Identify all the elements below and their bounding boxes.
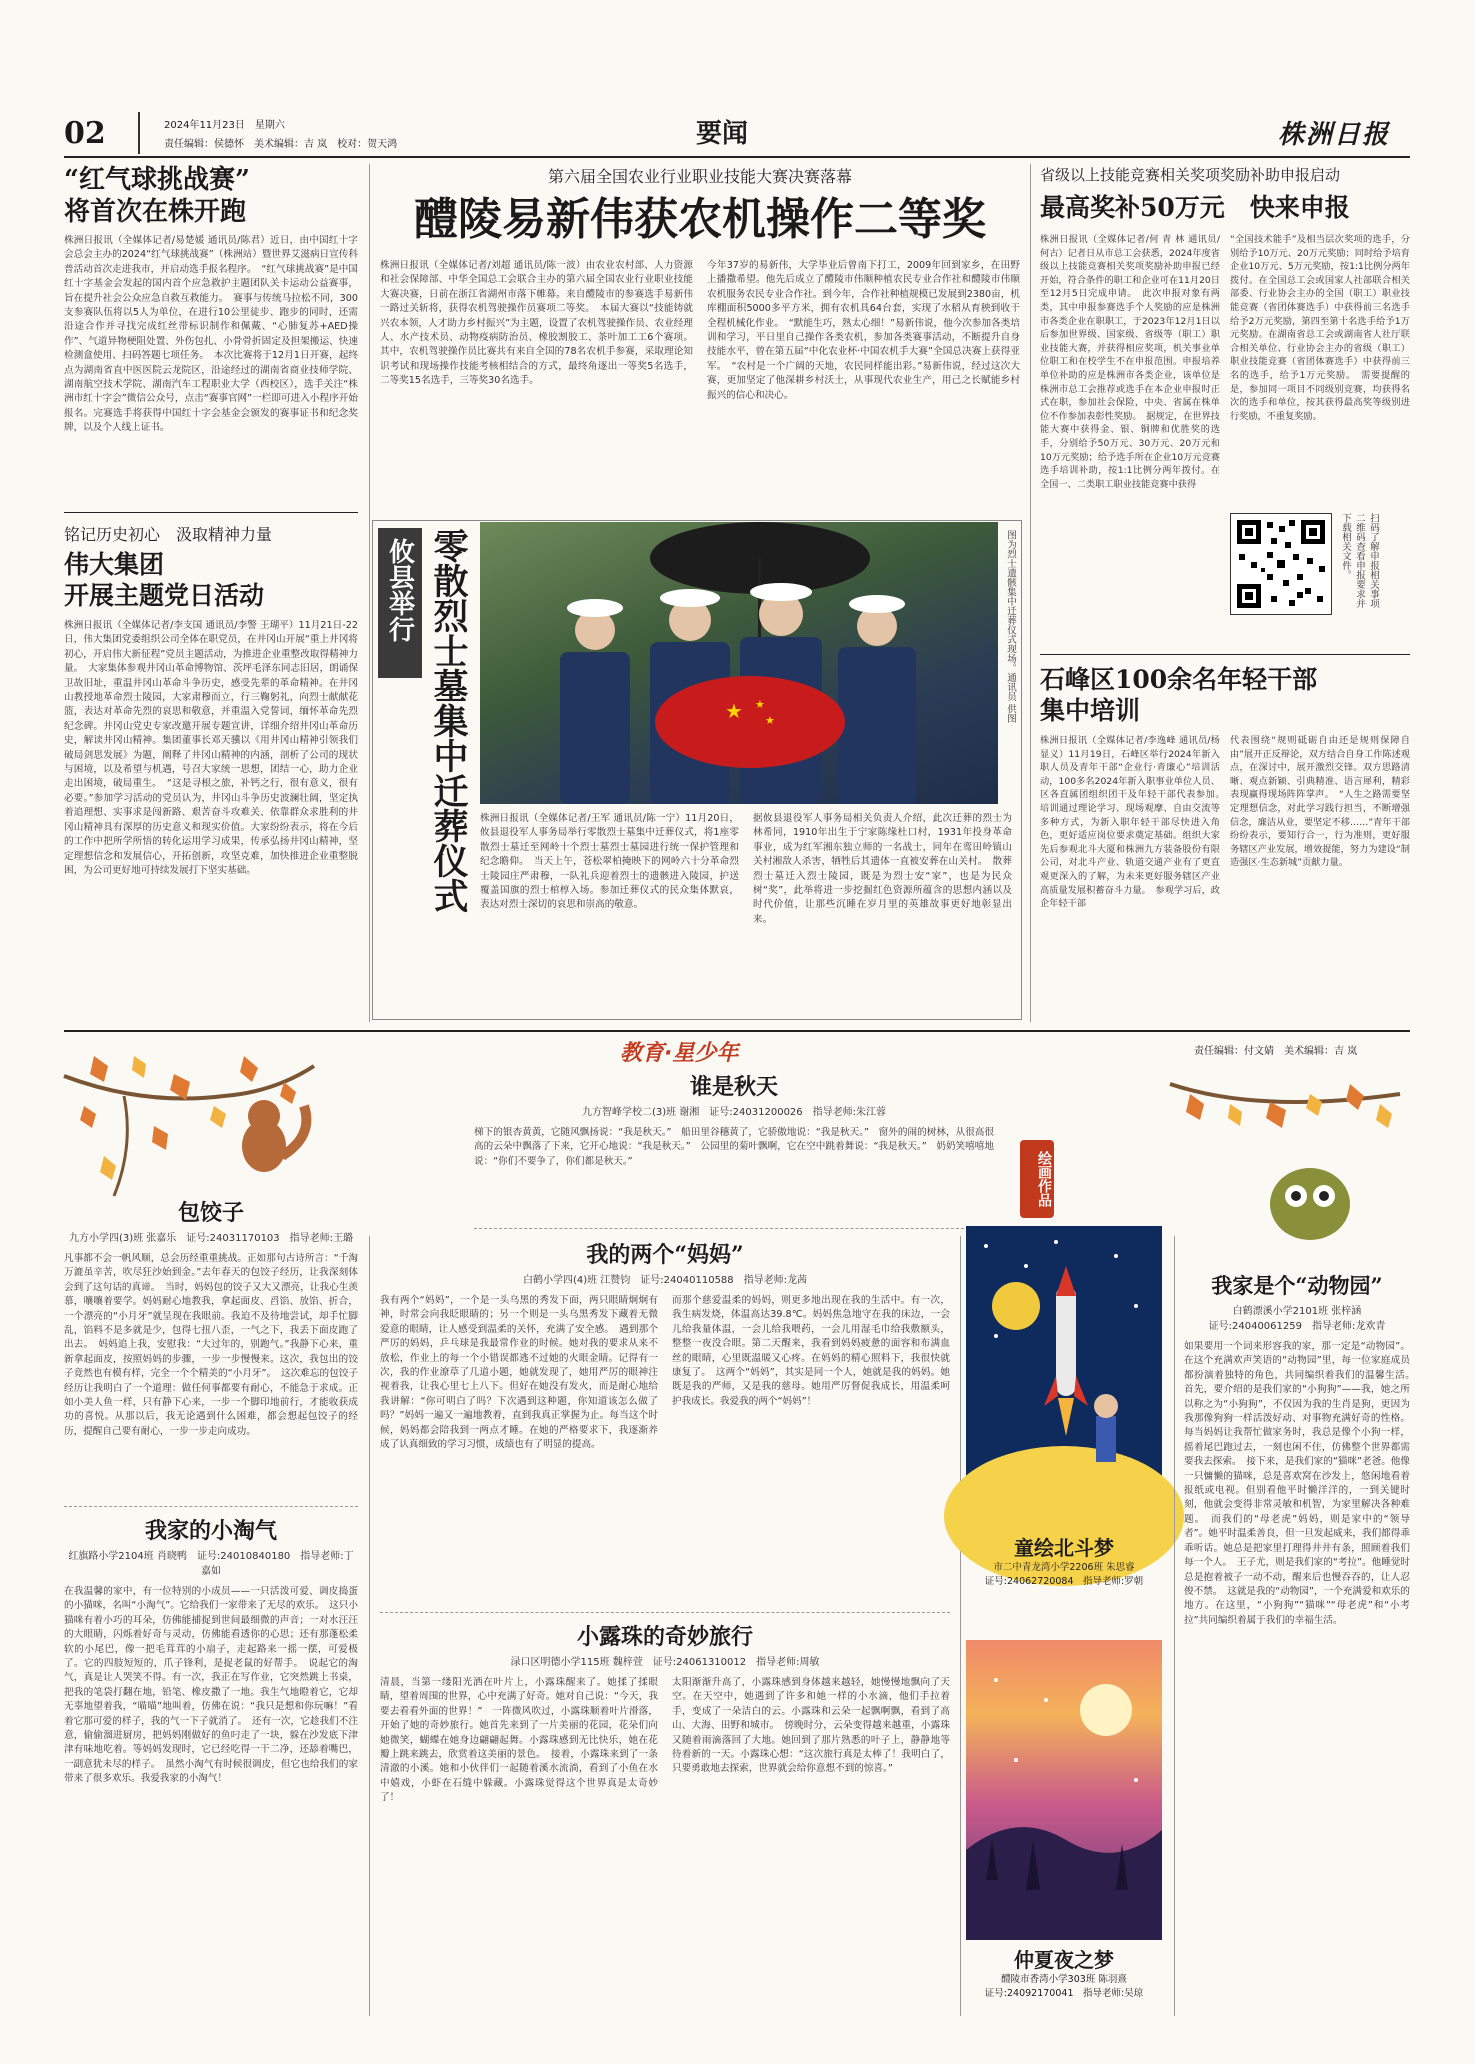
article-byline: 九方智峰学校二(3)班 谢湘 证号:24031200026 指导老师:朱江蓉	[581, 1107, 887, 1118]
edu-editors: 责任编辑：付文婧 美术编辑：吉 岚	[1194, 1046, 1358, 1057]
edu-divider	[474, 1228, 994, 1229]
edu-article-zoo	[1184, 1270, 1420, 2028]
dateline-badge	[378, 528, 422, 678]
article-body: 凡事都不会一帆风顺，总会历经重重挑战。正如那句古诗所言：“千淘万漉虽辛苦，吹尽狂沙始到金。”去年春天的包饺子经历，让我深刻体会到了这句话的真谛。 当时，妈妈包的饺子又大又漂亮，让我心生羡慕，嚷嚷着要学。妈妈耐心地教我，拿起面皮、舀馅、放馅、折合，一个漂亮的“小月牙”就呈现在我眼前。我迫不及待地尝试，却手忙脚乱，馅料不是多就是少，包得七扭八歪，一气之下，我丢下面皮跑了出去。 妈妈追上我，安慰我：“大过年的，别跑气。”我静下心来，重新拿起面皮，按照妈妈的步骤，一步一步慢慢来。这次，我包出的饺子竟然也有模有样，完全一个个精美的“小月牙”。 这次难忘的包饺子经历让我明白了一个道理：做任何事都要有耐心，不能急于求成。正如小美人鱼一样，只有静下心来，一步一个脚印地前行，才能收获成功的喜悦。从那以后，我无论遇到什么困难，都会想起包饺子的经历，提醒自己要有耐心，一步一步走向成功。	[64, 1253, 358, 1437]
beidou-painting	[966, 1226, 1162, 1526]
edu-article-dewdrop	[380, 1620, 950, 2006]
article-col2: 太阳渐渐升高了，小露珠感到身体越来越轻，她慢慢地飘向了天空。在天空中，她遇到了许多和她一样的小水滴，他们手拉着手，变成了一朵洁白的云。小露珠和云朵一起飘啊飘，看到了高山、大海、田野和城市。 傍晚时分，云朵变得越来越重，小露珠又随着雨滴落回了大地。她回到了那片熟悉的叶子上，静静地等待着新的一天。小露珠心想：“这次旅行真是太棒了！我明白了，只要勇敢地去探索，世界就会给你意想不到的惊喜。”	[672, 1677, 950, 1775]
svg-text:★: ★	[755, 698, 765, 711]
issue-date: 2024年11月23日 星期六	[164, 120, 285, 131]
article-byline: 红旗路小学2104班 肖晓鸭 证号:24010840180 指导老师:丁嘉如	[68, 1551, 354, 1577]
article-weida	[64, 522, 358, 1047]
article-col1: 株洲日报讯（全媒体记者/何 青 林 通讯员/何古）记者日从市总工会获悉，2024年度省级以上技能竞赛相关奖项奖励补助申报已经开始，符合条件的职工和企业可在11月20日至12月5日完成申请。 此次申报对象有两类，其中申报参赛选手个人奖励的应是株洲市各类企业在职职工，于2023年12月1日以后参加世界级、国家级、省级等（职工）职业技能大赛，并获得相应奖项，机关事业单位职工和在校学生不在申报范围。申报培养单位补助的应是株洲市各类企业，该单位是株洲市总工会推荐或选手在本企业申报时正式在职，参加社会保险，中央、省属在株单位不作参加表彰性奖励。 据规定，在世界技能大赛中获得金、银、铜牌和优胜奖的选手，分别给予50万元、30万元、20万元和10万元奖励；给予选手所在企业10万元竞赛选手培训补助，按1:1比例分两年拨付。在全国一、二类职工职业技能竞赛中获得	[1040, 234, 1220, 490]
article-youxian-body	[480, 812, 1012, 1010]
article-col2: 代表围绕“规则砥砺自由还是规则保障自由”展开正反辩论，双方结合自身工作陈述观点，在深讨中，展开激烈交锋。双方思路清晰、观点新颖、引典精准、语言犀利，精彩表现赢得现场阵阵掌声。 “人生之路需要坚定理想信念，对此学习践行担当，不断增强信念，廉洁从业，要坚定不移……”青年干部纷纷表示，要知行合一，行为准则，更好服务辖区产业发展，增效提能，努力为建设“制造强区·生态新城”贡献力量。	[1230, 735, 1410, 869]
edu-article-cat	[64, 1514, 358, 2055]
page-number	[64, 116, 106, 151]
article-title: 零散烈士墓集中迁葬仪式	[428, 528, 469, 913]
edu-article-dumplings	[64, 1196, 358, 1506]
page-number-text: 02	[64, 116, 106, 151]
article-kicker: 省级以上技能竞赛相关奖项奖励补助申报启动	[1040, 166, 1341, 184]
edu-divider	[380, 1612, 950, 1613]
article-title: 包饺子	[177, 1200, 244, 1226]
article-dateline: 攸县举行	[384, 538, 415, 642]
qr-pattern	[1231, 514, 1331, 614]
qr-code[interactable]	[1230, 513, 1332, 615]
article-liling	[380, 164, 1020, 437]
article-title: 小露珠的奇妙旅行	[576, 1624, 753, 1650]
drawing-title: 童绘北斗梦	[1014, 1536, 1114, 1560]
drawing-cert: 证号:24092170041 指导老师:吴琼	[984, 1988, 1144, 1999]
article-title: 将首次在株开跑	[64, 197, 247, 227]
edu-article-two-moms	[380, 1238, 950, 1596]
article-byline: 九方小学四(3)班 张嘉乐 证号:24031170103 指导老师:王璐	[68, 1233, 354, 1244]
article-title: 我的两个“妈妈”	[586, 1242, 744, 1268]
article-body: 梯下的银杏黄黄，它随风飘扬说：“我是秋天。” 船田里谷穗黄了，它骄傲地说：“我是秋天。” 窗外的闹的树林，从很高很高的云朵中飘落了下来，它开心地说：“我是秋天。” 公园里的菊叶飘啊，它在空中跳着舞说：“我是秋天。” 奶奶笑嘻嘻地说：“你们不要争了，你们都是秋天。”	[474, 1127, 994, 1167]
column-divider	[960, 1236, 961, 2016]
article-title: 石峰区100余名年轻干部	[1040, 665, 1318, 694]
svg-text:★: ★	[765, 714, 775, 727]
autumn-branch-right-icon	[1160, 1054, 1410, 1244]
page-editors: 责任编辑：侯德怀 美术编辑：吉 岚 校对：贺天鸿	[164, 139, 398, 150]
article-cert: 证号:24040061259 指导老师:龙欢青	[1208, 1321, 1386, 1332]
column-divider	[1174, 1236, 1175, 2016]
edu-top-rule	[64, 1030, 1410, 1032]
article-title: 谁是秋天	[689, 1074, 778, 1100]
svg-text:★: ★	[725, 699, 743, 723]
drawing-beidou	[966, 1226, 1162, 1526]
edu-logo: 教育·星少年	[620, 1041, 739, 1066]
column-divider	[369, 164, 370, 1022]
article-col1: 株洲日报讯（全媒体记者/李逸峰 通讯员/杨显义）11月19日，石峰区举行2024年新入职人员及青年干部“企业行·青廉心”培训活动，100多名2024年新入职事业单位人员、区各直属团组织团干及年轻干部代表参加。 培训通过理论学习、现场观摩、自由交流等多种方式，为新入职年轻干部尽快进入角色，更好适应岗位要求奠定基础。组织大家先后参观北斗大厦和株洲九方装备股份有限公司，对北斗产业、轨道交通产业有了更直观更深入的了解，为未来更好服务辖区产业高质量发展积蓄奋斗力量。 参观学习后，政企年轻干部	[1040, 735, 1230, 910]
section-title: 要闻	[696, 119, 749, 149]
drawing-badge: 绘画作品	[1020, 1140, 1054, 1218]
header-divider	[138, 112, 140, 154]
article-title-line2: 集中培训	[1040, 696, 1141, 725]
drawing-cert: 证号:24062720084 指导老师:罗朝	[984, 1576, 1144, 1587]
article-col1: 株洲日报讯（全媒体记者/刘超 通讯员/陈一波）由农业农村部、人力资源和社会保障部、中华全国总工会联合主办的第六届全国农业行业职业技能大赛决赛，日前在浙江省湖州市落下帷幕。来自醴陵市的参赛选手易新伟一路过关斩将，获得农机驾驶操作员赛项二等奖。 本届大赛以“技能铸就兴农本领，人才助力乡村振兴”为主题，设置了农机驾驶操作员、农业经理人、水产技术员、动物疫病防治员、橡胶割胶工、茶叶加工工6个赛项。其中，农机驾驶操作员比赛共有来自全国的78名农机手参赛，采取理论知识考试和现场操作技能考核相结合的方式，最终角逐出一等奖5名选手，二等奖15名选手，三等奖30名选手。	[380, 260, 693, 387]
drawing-title: 仲夏夜之梦	[1014, 1948, 1114, 1972]
article-red-balloon	[64, 164, 358, 524]
article-col2: 据攸县退役军人事务局相关负责人介绍，此次迁葬的烈士为林希同，1910年出生于宁家陈缘杜口村，1931年投身革命事业，成为红军湘东独立师的一名战士，同年在鸾田岭镇山关村湘敌人杀害，牺牲后其遗体一直被安葬在山关村。 散葬烈士墓迁入烈士陵园，既是为烈士安“家”，也是为民众树“奖”，此举将进一步挖掘红色资源所蕴含的思想内涵以及时代价值，让那些沉睡在岁月里的英雄故事更好地彰显出来。	[753, 813, 1012, 925]
article-title-line2: 开展主题党日活动	[64, 581, 265, 610]
article-kicker: “红气球挑战赛”	[64, 165, 250, 195]
section-rule	[1040, 654, 1410, 655]
article-byline: 白鹤小学四(4)班 江赞钧 证号:24040110588 指导老师:龙茜	[522, 1275, 808, 1286]
drawing-byline: 醴陵市香湾小学303班 陈羽熹	[1001, 1974, 1127, 1985]
header-rule	[64, 156, 1410, 158]
article-kicker: 第六届全国农业行业职业技能大赛决赛落幕	[547, 167, 852, 186]
soldiers-illustration	[480, 522, 998, 804]
drawing-summer-caption	[966, 1944, 1162, 2001]
article-col2: 而那个慈爱温柔的妈妈，则更多地出现在我的生活中。有一次，我生病发烧，体温高达39.8℃。妈妈焦急地守在我的床边，一会儿给我量体温，一会儿给我喂药，一会儿用湿毛巾给我敷额头，整整一夜没合眼。第二天醒来，我看到妈妈疲惫的面容和布满血丝的眼睛，心里既温暖又心疼。在妈妈的精心照料下，我很快就康复了。 这两个“妈妈”，其实是同一个人，她就是我的妈妈。她既是我的严师，又是我的慈母。她用严厉督促我成长，用温柔呵护我成长。我爱我的两个“妈妈”！	[672, 1295, 950, 1407]
article-kicker: 铭记历史初心 汲取精神力量	[64, 525, 273, 544]
column-divider	[1030, 164, 1031, 1022]
article-col1: 株洲日报讯（全媒体记者/王军 通讯员/陈一宁）11月20日，攸县退役军人事务局举行零散烈士墓集中迁葬仪式，将1座零散烈士墓迁至网岭十个烈士墓烈士墓园进行统一保护管理和纪念瞻仰。 当天上午，苍松翠柏掩映下的网岭六十分革命烈士陵园庄严肃穆，一队礼兵迎着烈士的遗骸进入陵园，护送覆盖国旗的烈士棺椁入场。参加迁葬仪式的民众集体默哀，表达对烈士深切的哀思和崇高的敬意。	[480, 813, 739, 911]
section-rule	[64, 512, 358, 513]
ceremony-photo	[480, 522, 998, 804]
article-shifeng	[1040, 664, 1410, 1008]
qr-caption: 扫码了解申报相关事项二维码查看申报要求并下载相关文件。	[1340, 513, 1379, 608]
masthead-logo: 株洲日报	[1278, 120, 1391, 150]
article-col1: 我有两个“妈妈”，一个是一头乌黑的秀发下面，两只眼睛炯炯有神，时常会向我眨眼睛的；另一个则是一头乌黑秀发下藏着无微爱意的眼睛，让人感受到温柔的关怀，充满了安全感。 遇到那个严厉的妈妈，乒乓球是我最常作业的时候。她对我的要求从来不放松，作业上的每一个小错误都逃不过她的火眼金睛。记得有一次，我的作业潦草了几道小题，她就发现了，她用严厉的眼神注视着我，让我心里七上八下。但好在她没有发火，而是耐心地给我讲解：“你可明白了吗？下次遇到这种题，你知道该怎么做了吗？”妈妈一遍又一遍地教着，直到我真正掌握为止。每当这个时候，妈妈都会陪我到一两点才睡。在她的严格要求下，我逐渐养成了认真细致的学习习惯，成绩也有了明显的提高。	[380, 1295, 658, 1451]
article-body: 株洲日报讯（全媒体记者/李支国 通讯员/李警 王瑚平）11月21日-22日，伟大集团党委组织公司全体在职党员，在井冈山开展“重上井冈将初心，开启伟大新征程”党员主题活动，为推进企业重整改取得精神力量。 大家集体参观井冈山革命博物馆、茨坪毛泽东同志旧居，朗诵保卫故旧址，重温井冈山革命斗争历史，感受先辈的革命精神。在井冈山教授地革命烈士陵园，大家肃穆而立，行三鞠躬礼，向烈士献献花篮，表达对革命先烈的哀思和敬意，并重温入党誓词，缅怀革命先烈纪念碑。井冈山党史专家改邀开展专题宣讲，详细介绍井冈山革命历史，解读井冈山精神。集团董事长邓天骥以《用井冈山精神引领我们破局剑思发展》为题，阐释了井冈山精神的内涵，剖析了公司的现状与困境，以及希望与机遇，号召大家统一思想，团结一心，助力企业走出困境，破局重生。 “这是寻根之旅，补钙之行，很有意义，很有必要。”参加学习活动的党员认为，井冈山斗争历史波澜壮阔，坚定执着追理想、实事求是闯新路、艰苦奋斗攻难关、依靠群众求胜利的井冈山精神具有深厚的历史意义和现实价值。大家纷纷表示，将在今后的工作中把所学所悟的转化运用学习成果，传承弘扬井冈山精神，坚定理想信念和发展信心，开拓创新，攻坚克难，加快推进企业重整脱困，为公司更好地可持续发展打下坚实基础。	[64, 620, 358, 876]
article-subsidy	[1040, 164, 1410, 641]
edu-article-autumn	[474, 1070, 994, 1228]
column-divider	[369, 1236, 370, 2016]
summer-night-painting	[966, 1640, 1162, 1940]
article-title: 我家是个“动物园”	[1211, 1273, 1383, 1298]
article-title: 我家的小淘气	[144, 1518, 277, 1544]
article-title: 伟大集团	[64, 550, 165, 579]
article-body: 在我温馨的家中，有一位特别的小成员——一只活泼可爱、调皮捣蛋的小猫咪，名叫“小淘气”。它给我们一家带来了无尽的欢乐。 这只小猫咪有着小巧的耳朵，仿佛能捕捉到世间最细微的声音；一对水汪汪的大眼睛，闪烁着好奇与灵动，仿佛能看透你的心思；还有那蓬松柔软的小尾巴，像一把毛茸茸的小扇子，走起路来一摇一摆，可爱极了。它的四肢短短的，爪子锋利，是捉老鼠的好帮手。 说起它的淘气，真是让人哭笑不得。有一次，我正在写作业，它突然跳上书桌，把我的笔袋打翻在地，铅笔、橡皮撒了一地。我生气地瞪着它，它却无辜地望着我，“喵喵”地叫着，仿佛在说：“我只是想和你玩嘛！”看着它那可爱的样子，我的气一下子就消了。 还有一次，它趁我们不注意，偷偷溜进厨房，把妈妈刚做好的鱼叼走了一块，躲在沙发底下津津有味地吃着。等妈妈发现时，它已经吃得一干二净，还舔着嘴巴，一副意犹未尽的样子。 虽然小淘气有时候很调皮，但它也给我们的家带来了很多欢乐。我爱我家的小淘气！	[64, 1586, 358, 1785]
photo-caption: 图为烈士遗骸集中迁葬仪式现场。通讯员 供图	[1005, 530, 1016, 724]
edu-divider	[64, 1506, 358, 1507]
drawing-byline: 市二中青龙湾小学2206班 朱思睿	[993, 1562, 1135, 1573]
article-body: 株洲日报讯（全媒体记者/易楚媛 通讯员/陈君）近日，由中国红十字会总会主办的2024“红气球挑战赛”（株洲站）暨世界艾滋病日宣传科普活动首次走进我市，并启动选手报名程序。 “红气球挑战赛”是中国红十字基金会发起的国内首个应急救护主题团队关卡运动公益赛事，旨在提升社会公众应急自救互救能力。 赛事与传统马拉松不同，300支参赛队伍将以5人为单位，在进行10公里徒步、跑步的同时，还需沿途合作并寻找完成红丝带标识制作和佩戴、“心肺复苏+AED操作”、气道异物梗阻处置、外伤包扎、小骨骨折固定及担架搬运、快速检测盒使用、扫码答题七项任务。 本次比赛将于12月1日开赛，起终点为湖南省直中医医院云龙院区，沿途经过的湖南省商业技师学院、湖南航空技术学院、湖南汽车工程职业大学（西校区），选手关注“株洲市红十字会”微信公众号，点击“赛事官网”一栏即可进入小程序开始报名。完赛选手将获得中国红十字会基金会颁发的赛事证书和纪念奖牌，以及个人线上证书。	[64, 235, 358, 434]
article-byline: 白鹤漂溪小学2101班 张梓涵	[1232, 1306, 1362, 1317]
drawing-summer-night	[966, 1640, 1162, 1940]
article-body: 如果要用一个词来形容我的家，那一定是“动物园”。在这个充满欢声笑语的“动物园”里，每一位家庭成员都扮演着独特的角色，共同编织着我们的温馨生活。 首先，要介绍的是我们家的“小狗狗”——我，她之所以称之为“小狗狗”，不仅因为我的生肖是狗，更因为我那像狗狗一样活泼好动、对事物充满好奇的性格。每当妈妈让我帮忙做家务时，我总是像个小狗一样，摇着尾巴跑过去，一刻也闲不住，仿佛整个世界都需要我去探索。 接下来，是我们家的“猫咪”老爸。他像一只慵懒的猫咪，总是喜欢窝在沙发上，悠闲地看着报纸或电视。但别看他平时懒洋洋的，一到关键时刻，他就会变得非常灵敏和机智，为家里解决各种难题。 而我们的“母老虎”妈妈，则是家中的“领导者”。她平时温柔善良，但一旦发起威来，我们都得乖乖听话。她总是把家里打理得井井有条，照顾着我们每一个人。 王子尤，则是我们家的“考拉”。他睡觉时总是抱着被子一动不动，醒来后也慢吞吞的，让人忍俊不禁。 这就是我的“动物园”，一个充满爱和欢乐的地方。在这里，“小狗狗”“猫咪”“母老虎”和“小考拉”共同编织着属于我们的幸福生活。	[1184, 1341, 1420, 1626]
article-col2: 今年37岁的易新伟，大学毕业后曾南下打工，2009年回到家乡，在田野上播撒希望。他先后成立了醴陵市伟顺种植农民专业合作社和醴陵市伟顺农机服务农民专业合作社。到今年，合作社种植规模已发展到2380亩，机库棚面积5000多平方米，拥有农机具64台套，实现了水稻从育秧到收干全程机械化作业。 “默能生巧，熟太心细！”易新伟说，他今次参加各类培训和学习，平日里自己操作各类农机，参加各类赛事活动，不断提升自身技能水平，曾在第五届“中化农业杯·中国农机手大赛”全国总决赛上获得亚军。 “农村是一个广阔的天地，农民同样能出彩。”易新伟说，经过这次大赛，更加坚定了他深耕乡村沃土，从事现代农业生产，用己之长赋能乡村振兴的信心和决心。	[707, 260, 1020, 401]
article-byline: 渌口区明德小学115班 魏梓萱 证号:24061310012 指导老师:周敏	[510, 1657, 820, 1668]
article-title: 醴陵易新伟获农机操作二等奖	[414, 194, 986, 245]
drawing-beidou-caption	[966, 1532, 1162, 1589]
article-title: 最高奖补50万元 快来申报	[1040, 193, 1350, 222]
article-col1: 清晨，当第一缕阳光洒在叶片上，小露珠醒来了。她揉了揉眼睛，望着周围的世界，心中充满了好奇。她对自己说：“今天，我要去看看外面的世界！” 一阵微风吹过，小露珠顺着叶片滑落，开始了她的奇妙旅行。她首先来到了一片美丽的花园，花朵们向她微笑，蝴蝶在她身边翩翩起舞。小露珠感到无比快乐，她在花瓣上跳来跳去，欣赏着这美丽的景色。 接着，小露珠来到了一条清澈的小溪。她和小伙伴们一起随着溪水流淌，看到了小鱼在水中嬉戏，小虾在石缝中躲藏。小露珠觉得这个世界真是太奇妙了！	[380, 1677, 658, 1804]
article-col2: “全国技术能手”及相当层次奖项的选手，分别给予10万元、20万元奖励；同时给予培育企业10万元、5万元奖励，按1:1比例分两年拨付。在全国总工会或国家人社部联合相关部委、行业协会主办的全国（职工）职业技能竞赛（省团体赛选手）中获得前三名选手给予2万元奖励，第四至第十名选手给予1万元奖励。在湖南省总工会或湖南省人社厅联合相关单位、行业协会主办的省级（职工）职业技能竞赛（省团体赛选手）中获得前三名的选手，给予1万元奖励。 需要提醒的是，参加同一项目不同级别竞赛，均获得名次的选手和单位，按其获得最高奖等级别进行奖励，不重复奖励。	[1230, 234, 1410, 422]
